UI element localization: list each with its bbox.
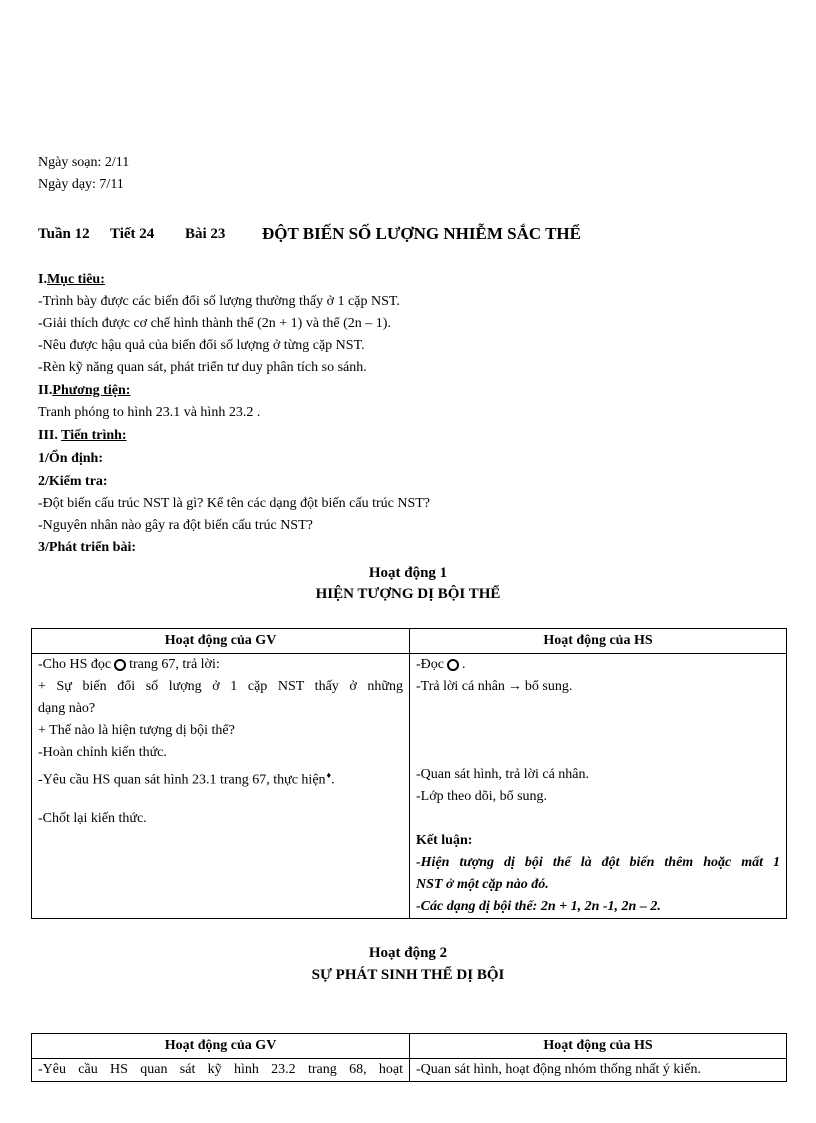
circle-icon — [114, 659, 126, 671]
gv-line: -Chốt lại kiến thức. — [38, 811, 147, 826]
activity1-label: Hoạt động 1 — [368, 565, 448, 581]
gv-line-empty — [38, 786, 403, 808]
table-header-row — [32, 1034, 787, 1059]
gv-line: + Sự biến đổi số lượng ở 1 cặp NST thấy ở những — [38, 679, 403, 694]
gv-line: + Thế nào là hiện tượng dị bội thể? — [38, 723, 235, 738]
step-stabilize: 1/Ổn định: — [38, 451, 103, 466]
objective-item: -Trình bày được các biến đổi số lượng thường thấy ở 1 cặp NST. — [38, 294, 400, 309]
circle-icon — [447, 659, 459, 671]
gv-line: -Yêu cầu HS quan sát kỹ hình 23.2 trang 68, hoạt — [38, 1062, 403, 1077]
conclusion-line: NST ở một cặp nào đó. — [416, 877, 549, 892]
gv-text: -Cho HS đọc — [38, 657, 112, 672]
gv-line: dạng nào? — [38, 701, 96, 716]
means-heading-num: II. — [38, 383, 53, 398]
hs-text: bổ sung. — [524, 679, 573, 694]
gv-line-empty — [38, 852, 403, 874]
check-question: -Nguyên nhân nào gây ra đột biến cấu trúc NST? — [38, 518, 313, 533]
activity2-title: SỰ PHÁT SINH THỂ DỊ BỘI — [311, 967, 505, 983]
hs-line-empty — [416, 808, 780, 830]
conclusion-line: -Hiện tượng dị bội thể là đột biến thêm hoặc mất 1 — [416, 855, 780, 870]
gv-text: trang 67, trả lời: — [129, 657, 220, 672]
objective-item: -Nêu được hậu quả của biến đổi số lượng ở từng cặp NST. — [38, 338, 365, 353]
step-develop: 3/Phát triển bài: — [38, 540, 136, 555]
hs-line-empty — [416, 698, 780, 720]
objective-item: -Rèn kỹ năng quan sát, phát triển tư duy phân tích so sánh. — [38, 360, 367, 375]
week-label: Tuần 12 — [38, 226, 90, 242]
prep-date: Ngày soạn: 2/11 — [38, 155, 130, 170]
objectives-heading-num: I. — [38, 272, 47, 287]
objectives-heading — [38, 272, 105, 288]
hs-line — [416, 654, 780, 676]
activity1-table — [31, 628, 787, 919]
gv-line — [38, 654, 403, 676]
conclusion-line: -Các dạng dị bội thể: 2n + 1, 2n -1, 2n – 2. — [416, 899, 661, 914]
lesson-label: Bài 23 — [185, 226, 226, 242]
table-row — [32, 1059, 787, 1082]
process-heading-text: Tiến trình: — [61, 428, 127, 443]
gv-line-empty — [38, 896, 403, 918]
hs-cell — [410, 1059, 787, 1082]
hs-text: -Trả lời cá nhân — [416, 679, 505, 694]
means-text: Tranh phóng to hình 23.1 và hình 23.2 . — [38, 405, 261, 420]
check-question: -Đột biến cấu trúc NST là gì? Kể tên các dạng đột biến cấu trúc NST? — [38, 496, 430, 511]
hs-line — [416, 676, 780, 698]
column-header-hs: Hoạt động của HS — [410, 1034, 787, 1059]
process-heading-num: III. — [38, 428, 58, 443]
means-heading — [38, 383, 130, 399]
column-header-gv: Hoạt động của GV — [32, 1034, 410, 1059]
gv-text: -Yêu cầu HS quan sát hình 23.1 trang 67, thực hiện — [38, 772, 326, 788]
hs-line-empty — [416, 720, 780, 742]
process-heading — [38, 428, 127, 444]
column-header-gv: Hoạt động của GV — [32, 629, 410, 654]
step-check: 2/Kiểm tra: — [38, 474, 108, 489]
hs-cell — [410, 654, 787, 919]
activity2-label: Hoạt động 2 — [368, 945, 448, 961]
activity1-title: HIỆN TƯỢNG DỊ BỘI THỂ — [315, 586, 501, 602]
table-header-row — [32, 629, 787, 654]
table-row — [32, 654, 787, 919]
gv-line: -Hoàn chỉnh kiến thức. — [38, 745, 167, 760]
gv-line: -Yêu cầu HS quan sát hình 23.1 trang 67, thực hiện♦. — [38, 764, 403, 786]
gv-cell — [32, 1059, 410, 1082]
page-title: ĐỘT BIẾN SỐ LƯỢNG NHIỄM SẮC THỂ — [262, 224, 581, 243]
hs-line: -Lớp theo dõi, bổ sung. — [416, 789, 548, 804]
period-label: Tiết 24 — [110, 226, 155, 242]
gv-line-empty — [38, 830, 403, 852]
activity2-table — [31, 1033, 787, 1082]
hs-line-empty — [416, 742, 780, 764]
column-header-hs: Hoạt động của HS — [410, 629, 787, 654]
hs-line: -Quan sát hình, hoạt động nhóm thống nhất ý kiến. — [416, 1062, 702, 1077]
conclusion-label: Kết luận: — [416, 833, 473, 848]
arrow-right-icon: → — [507, 679, 522, 694]
hs-line: -Quan sát hình, trả lời cá nhân. — [416, 767, 590, 782]
teach-date: Ngày dạy: 7/11 — [38, 177, 124, 192]
gv-line-empty — [38, 874, 403, 896]
gv-cell — [32, 654, 410, 919]
hs-text: -Đọc — [416, 657, 444, 672]
objective-item: -Giải thích được cơ chế hình thành thể (2n + 1) và thể (2n – 1). — [38, 316, 391, 331]
diamond-icon: ♦ — [326, 770, 332, 780]
hs-text: . — [462, 657, 466, 672]
means-heading-text: Phương tiện: — [52, 383, 131, 398]
objectives-heading-text: Mục tiêu: — [46, 272, 105, 287]
